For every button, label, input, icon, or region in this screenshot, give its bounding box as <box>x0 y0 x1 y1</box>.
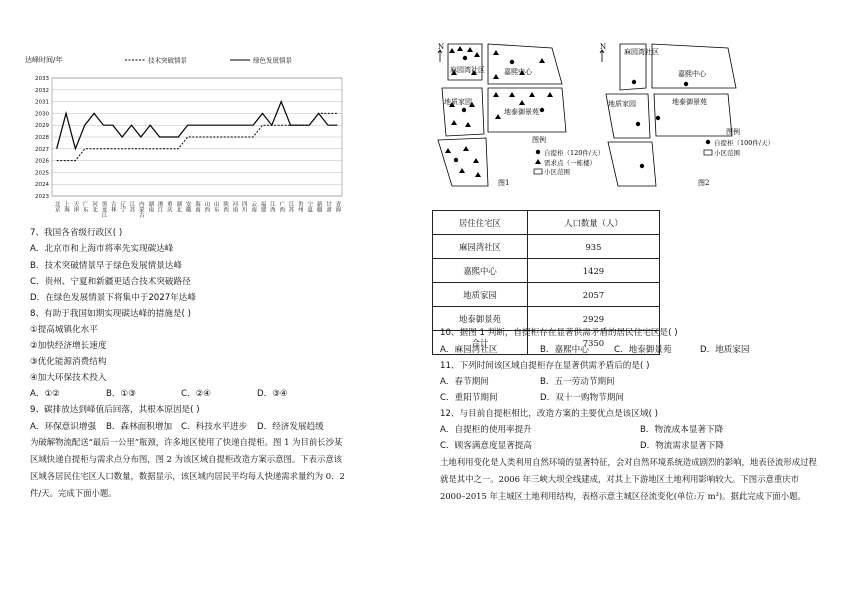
q11-stem: 11、下列时间该区域自提柜存在显著供需矛盾后的是( ) <box>440 361 650 371</box>
north-arrow-icon <box>438 43 444 62</box>
q10-option-a: A．麻园湾社区 <box>440 345 498 355</box>
cell-value: 2929 <box>527 307 659 331</box>
cell-value: 935 <box>527 235 659 259</box>
legend-label: 技术突破情景 <box>148 56 187 65</box>
label-ditai-1: 地泰御景苑 <box>504 108 539 116</box>
x-tick-label: 贵州 <box>296 201 303 212</box>
q12-option-d: D．物流需求显著下降 <box>640 441 724 451</box>
svg-text:N: N <box>600 43 607 51</box>
label-mayuanwan-2: 麻园湾社区 <box>624 48 659 56</box>
svg-text:N: N <box>438 43 445 51</box>
block-jiaxi-2 <box>652 44 736 88</box>
cell-name: 合计 <box>433 331 528 355</box>
q8-stem: 8、有助于我国如期实现碳达峰的措施是( ) <box>30 309 191 319</box>
block-dizhi-1 <box>442 88 484 136</box>
header-residence: 居住住宅区 <box>433 211 528 235</box>
q10-option-d: D．地质家园 <box>700 345 750 355</box>
x-tick-label: 海南 <box>194 201 200 212</box>
y-tick-label: 2032 <box>35 87 49 94</box>
q11-option-c: C．重阳节期间 <box>440 393 498 403</box>
label-jiaxi-1: 嘉熙中心 <box>504 68 532 76</box>
x-tick-label: 四川 <box>240 201 247 212</box>
north-arrow-icon <box>600 43 606 62</box>
y-tick-label: 2031 <box>35 99 49 106</box>
x-tick-label: 江苏 <box>128 201 135 212</box>
q7-option-a: A．北京市和上海市将率先实现碳达峰 <box>30 244 174 254</box>
legend-title-2: 图例 <box>726 128 740 136</box>
q8-option-d: D．③④ <box>257 389 288 399</box>
x-tick-label: 广西 <box>278 201 285 212</box>
q9-option-d: D．经济发展趋缓 <box>257 422 324 432</box>
q7-option-b: B．技术突破情景早于绿色发展情景达峰 <box>30 261 182 271</box>
x-tick-label: 北京 <box>53 201 60 212</box>
caption-fig1: 图1 <box>498 179 510 187</box>
cell-name: 地质家园 <box>433 283 528 307</box>
x-tick-label: 内蒙古 <box>137 201 144 218</box>
q12-option-a: A．自提柜的使用率提升 <box>440 425 532 435</box>
x-tick-label: 江苏 <box>287 201 294 212</box>
x-tick-label: 甘肃 <box>324 201 331 212</box>
table-row <box>433 235 660 259</box>
x-tick-label: 江西 <box>268 201 275 212</box>
label-jiaxi-2: 嘉熙中心 <box>678 70 706 78</box>
cabinet-legend-icon <box>706 140 710 144</box>
x-tick-label: 重庆 <box>165 201 172 212</box>
q10-option-b: B．嘉熙中心 <box>540 345 589 355</box>
x-tick-label: 陕西 <box>222 201 229 212</box>
q7-stem: 7、我国各省级行政区( ) <box>30 228 123 238</box>
figure-2-map <box>598 40 798 188</box>
cell-name: 地泰御景苑 <box>433 307 528 331</box>
q8-option-c: C．②④ <box>181 389 212 399</box>
y-tick-label: 2025 <box>35 170 49 177</box>
x-tick-label: 河南 <box>231 201 238 212</box>
x-tick-label: 安徽 <box>184 201 191 212</box>
legend-area-1: 小区范围 <box>544 168 570 176</box>
cell-value: 7350 <box>527 331 659 355</box>
q9-stem: 9、碳排放达到峰值后回落，其根本原因是( ) <box>30 405 200 415</box>
q12-option-b: B．物流成本显著下降 <box>640 425 724 435</box>
x-tick-label: 云南 <box>250 201 257 212</box>
label-ditai-2: 地泰御景苑 <box>672 98 707 106</box>
y-tick-label: 2029 <box>35 123 49 130</box>
y-tick-label: 2024 <box>35 182 49 189</box>
q10-option-c: C．地泰御景苑 <box>614 345 672 355</box>
q8-item-2: ②加快经济增长速度 <box>30 341 107 351</box>
cell-value: 2057 <box>527 283 659 307</box>
y-tick-label: 2033 <box>35 76 49 82</box>
x-tick-label: 河北 <box>91 201 98 212</box>
y-axis-label: 达峰时间/年 <box>25 56 63 64</box>
legend-cabinet-2: 自提柜（100件/天） <box>714 139 775 147</box>
q8-option-b: B．①③ <box>106 389 136 399</box>
label-dizhi-1: 地质家园 <box>444 98 472 106</box>
table-row <box>433 307 660 331</box>
area-legend-icon <box>534 169 542 174</box>
label-mayuanwan-1: 麻园湾社区 <box>450 66 485 74</box>
y-tick-label: 2028 <box>35 135 49 141</box>
x-tick-label: 天津 <box>72 201 79 212</box>
runoff-passage: 土地利用变化是人类利用自然环境的显著特征，会对自然环境系统造成剧烈的影响，地表径流形成过程就是其中之一。2006 年三峡大坝全线建成，对其上下游地区土地利用影响较大。下图示意重庆市 2000–2015 年主城区土地利用结构，表格示意主城区径流变化(单位:万 m³)。据此完成下面小题。 <box>440 457 817 501</box>
caption-fig2: 图2 <box>698 179 710 187</box>
block-south-1 <box>438 138 488 186</box>
q8-item-1: ①提高城镇化水平 <box>30 325 98 335</box>
q8-item-4: ④加大环保技术投入 <box>30 373 107 383</box>
q11-option-b: B．五一劳动节期间 <box>540 377 615 387</box>
legend-title-1: 图例 <box>532 136 546 144</box>
logistics-passage: 为破解物流配送“最后一公里”瓶颈，许多地区使用了快递自提柜。图 1 为目前长沙某区域快递自提柜与需求点分布图，图 2 为该区域自提柜改造方案示意图。下表示意该区域各居民住宅区人口数量，数据显示，该区域内居民平均每人快递需求量约为 0．2 件/天。完成下面小题。 <box>30 437 345 498</box>
q7-option-c: C．贵州、宁夏和新疆更适合技术突破路径 <box>30 277 191 287</box>
cell-name: 麻园湾社区 <box>433 235 528 259</box>
q11-option-d: D．双十一购物节期间 <box>540 393 624 403</box>
q7-option-d: D．在绿色发展情景下将集中于2027年达峰 <box>30 293 196 303</box>
cell-value: 1429 <box>527 259 659 283</box>
header-population: 人口数量（人） <box>527 211 659 235</box>
y-tick-label: 2023 <box>35 194 49 200</box>
figure-1-map <box>432 40 605 188</box>
x-tick-label: 吉林 <box>109 201 116 212</box>
carbon-peak-chart <box>20 50 350 240</box>
label-dizhi-2: 地质家园 <box>608 100 636 108</box>
x-tick-label: 上海 <box>63 201 70 212</box>
cell-name: 嘉熙中心 <box>433 259 528 283</box>
q8-item-3: ③优化能源消费结构 <box>30 357 107 367</box>
x-tick-label: 浙江 <box>156 201 163 212</box>
x-tick-label: 湖南 <box>147 201 154 212</box>
y-tick-label: 2030 <box>35 111 49 118</box>
legend-area-2: 小区范围 <box>714 149 740 157</box>
x-tick-label: 新疆 <box>315 201 322 212</box>
area-legend-icon <box>704 150 712 155</box>
table-row <box>433 259 660 283</box>
x-tick-label: 黑龙江 <box>100 201 107 218</box>
legend-demand-1: 需求点（一栋楼） <box>544 159 596 167</box>
demand-legend-icon <box>535 159 541 164</box>
x-tick-label: 辽宁 <box>119 201 126 212</box>
q10-stem: 10、据图 1 判断，自提柜存在显著供需矛盾的居民住宅区是( ) <box>440 328 678 338</box>
table-header-row <box>433 211 660 235</box>
q11-option-a: A．春节期间 <box>440 377 489 387</box>
cabinet-legend-icon <box>536 150 540 154</box>
q9-option-c: C．科技水平进步 <box>181 422 248 432</box>
x-tick-label: 湖北 <box>175 201 182 212</box>
block-jiaxi-1 <box>488 44 562 84</box>
y-tick-label: 2026 <box>35 158 49 165</box>
y-tick-label: 2027 <box>35 146 49 153</box>
chart-svg <box>20 50 350 240</box>
q12-option-c: C．顾客满意度显著提高 <box>440 441 532 451</box>
q9-option-b: B．森林面积增加 <box>106 422 173 432</box>
x-tick-label: 宁夏 <box>306 201 313 212</box>
x-tick-label: 山东 <box>212 201 219 212</box>
q8-option-a: A．①② <box>30 389 60 399</box>
legend-cabinet-1: 自提柜（120件/天） <box>544 149 605 157</box>
q12-stem: 12、与目前自提柜相比，改造方案的主要优点是该区域( ) <box>440 409 659 419</box>
block-south-2 <box>608 142 656 186</box>
x-tick-label: 青海 <box>334 201 341 212</box>
table-row <box>433 283 660 307</box>
x-tick-label: 广东 <box>81 201 88 212</box>
legend-label: 绿色发展情景 <box>253 56 292 65</box>
q9-option-a: A．环保意识增强 <box>30 422 97 432</box>
x-tick-label: 山西 <box>203 201 210 212</box>
x-tick-label: 福建 <box>259 201 266 212</box>
